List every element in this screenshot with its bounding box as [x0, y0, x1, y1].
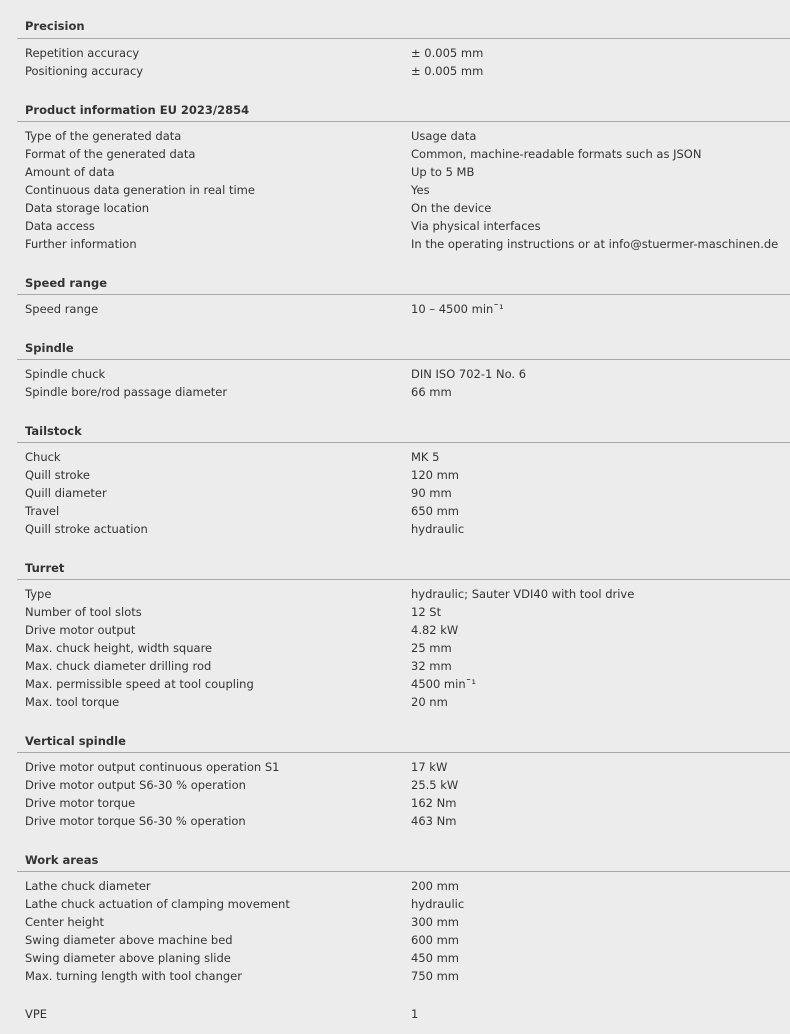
spec-section-turret	[17, 542, 790, 715]
spec-row	[17, 603, 790, 621]
spec-value: Usage data	[411, 129, 477, 143]
spec-section-spindle	[17, 322, 790, 405]
spec-value: 4.82 kW	[411, 623, 459, 637]
spec-value: DIN ISO 702-1 No. 6	[411, 367, 527, 381]
spec-row	[17, 383, 790, 401]
spec-section-vertical-spindle	[17, 715, 790, 834]
section-rows	[17, 365, 790, 405]
spec-row	[17, 466, 790, 484]
spec-label: Positioning accuracy	[25, 64, 144, 78]
spec-value: hydraulic; Sauter VDI40 with tool drive	[411, 587, 635, 601]
spec-row	[17, 621, 790, 639]
spec-label: Quill stroke actuation	[25, 522, 148, 536]
spec-label: Spindle chuck	[25, 367, 106, 381]
spec-row	[17, 913, 790, 931]
spec-value: 32 mm	[411, 659, 452, 673]
spec-value: 25.5 kW	[411, 778, 459, 792]
spec-value: 162 Nm	[411, 796, 457, 810]
spec-value: 66 mm	[411, 385, 452, 399]
spec-row	[17, 895, 790, 913]
vpe-row	[17, 1005, 790, 1023]
spec-row	[17, 794, 790, 812]
spec-row	[17, 585, 790, 603]
spec-row	[17, 365, 790, 383]
vpe-value: 1	[411, 1007, 419, 1021]
spec-section-work-areas	[17, 834, 790, 989]
spec-value: 25 mm	[411, 641, 452, 655]
spec-row	[17, 693, 790, 711]
spec-value: In the operating instructions or at info@stuermer-maschinen.de	[411, 237, 779, 251]
spec-row	[17, 758, 790, 776]
spec-label: Data access	[25, 219, 95, 233]
spec-label: Number of tool slots	[25, 605, 142, 619]
spec-row	[17, 217, 790, 235]
spec-row	[17, 163, 790, 181]
spec-label: Lathe chuck actuation of clamping movement	[25, 897, 290, 911]
spec-row	[17, 812, 790, 830]
spec-section-precision	[17, 0, 790, 84]
spec-section-tailstock	[17, 405, 790, 542]
spec-label: Max. chuck height, width square	[25, 641, 213, 655]
spec-row	[17, 199, 790, 217]
spec-label: Max. tool torque	[25, 695, 120, 709]
spec-row	[17, 931, 790, 949]
spec-value: 200 mm	[411, 879, 460, 893]
spec-section-speed-range	[17, 257, 790, 322]
spec-value: On the device	[411, 201, 492, 215]
spec-label: Data storage location	[25, 201, 150, 215]
spec-row	[17, 949, 790, 967]
spec-row	[17, 235, 790, 253]
spec-value: Common, machine-readable formats such as JSON	[411, 147, 702, 161]
spec-value: Via physical interfaces	[411, 219, 541, 233]
spec-label: Type of the generated data	[25, 129, 182, 143]
section-rows	[17, 448, 790, 542]
section-rows	[17, 127, 790, 257]
vpe-label: VPE	[25, 1007, 48, 1021]
spec-row	[17, 44, 790, 62]
spec-value: 650 mm	[411, 504, 460, 518]
spec-label: Drive motor torque S6-30 % operation	[25, 814, 246, 828]
spec-value: 4500 min¯¹	[411, 677, 476, 691]
spec-row	[17, 502, 790, 520]
spec-label: Chuck	[25, 450, 61, 464]
spec-row	[17, 877, 790, 895]
section-rows	[17, 44, 790, 84]
spec-label: Travel	[25, 504, 60, 518]
spec-label: Max. turning length with tool changer	[25, 969, 242, 983]
spec-label: Repetition accuracy	[25, 46, 140, 60]
spec-label: Max. chuck diameter drilling rod	[25, 659, 212, 673]
spec-row	[17, 181, 790, 199]
spec-label: Drive motor torque	[25, 796, 136, 810]
spec-row	[17, 62, 790, 80]
spec-label: Quill stroke	[25, 468, 90, 482]
spec-value: 463 Nm	[411, 814, 457, 828]
spec-label: Lathe chuck diameter	[25, 879, 151, 893]
spec-label: Swing diameter above machine bed	[25, 933, 233, 947]
spec-label: Max. permissible speed at tool coupling	[25, 677, 254, 691]
spec-row	[17, 657, 790, 675]
spec-row	[17, 300, 790, 318]
spec-value: ± 0.005 mm	[411, 46, 484, 60]
section-title: Vertical spindle	[17, 715, 790, 753]
section-rows	[17, 300, 790, 322]
spec-label: Drive motor output S6-30 % operation	[25, 778, 246, 792]
spec-row	[17, 639, 790, 657]
sections-container	[17, 0, 790, 989]
section-title: Turret	[17, 542, 790, 580]
spec-row	[17, 145, 790, 163]
spec-value: 10 – 4500 min¯¹	[411, 302, 504, 316]
section-title: Precision	[17, 0, 790, 39]
section-rows	[17, 758, 790, 834]
spec-value: hydraulic	[411, 522, 465, 536]
spec-label: Drive motor output	[25, 623, 136, 637]
spec-value: 600 mm	[411, 933, 460, 947]
spec-value: 120 mm	[411, 468, 460, 482]
spec-label: Swing diameter above planing slide	[25, 951, 231, 965]
spec-value: Up to 5 MB	[411, 165, 475, 179]
spec-label: Amount of data	[25, 165, 115, 179]
section-rows	[17, 585, 790, 715]
spec-value: 750 mm	[411, 969, 460, 983]
spec-value: Yes	[411, 183, 430, 197]
spec-value: 20 nm	[411, 695, 448, 709]
spec-label: Drive motor output continuous operation S1	[25, 760, 280, 774]
spec-value: ± 0.005 mm	[411, 64, 484, 78]
spec-row	[17, 484, 790, 502]
spec-row	[17, 675, 790, 693]
spec-label: Speed range	[25, 302, 99, 316]
spec-row	[17, 448, 790, 466]
spec-label: Quill diameter	[25, 486, 107, 500]
section-title: Spindle	[17, 322, 790, 360]
spec-label: Continuous data generation in real time	[25, 183, 255, 197]
spec-label: Type	[25, 587, 52, 601]
spec-row	[17, 127, 790, 145]
spec-section-product-information-eu-2023-2854	[17, 84, 790, 257]
spec-row	[17, 967, 790, 985]
spec-value: hydraulic	[411, 897, 465, 911]
spec-label: Format of the generated data	[25, 147, 196, 161]
section-rows	[17, 877, 790, 989]
spec-value: 12 St	[411, 605, 442, 619]
spec-value: 90 mm	[411, 486, 452, 500]
spec-label: Center height	[25, 915, 105, 929]
spec-value: MK 5	[411, 450, 440, 464]
spec-value: 450 mm	[411, 951, 460, 965]
spec-value: 300 mm	[411, 915, 460, 929]
spec-row	[17, 776, 790, 794]
section-title: Product information EU 2023/2854	[17, 84, 790, 122]
spec-row	[17, 520, 790, 538]
spec-label: Further information	[25, 237, 137, 251]
section-title: Tailstock	[17, 405, 790, 443]
section-title: Speed range	[17, 257, 790, 295]
spec-value: 17 kW	[411, 760, 448, 774]
spec-label: Spindle bore/rod passage diameter	[25, 385, 228, 399]
section-title: Work areas	[17, 834, 790, 872]
